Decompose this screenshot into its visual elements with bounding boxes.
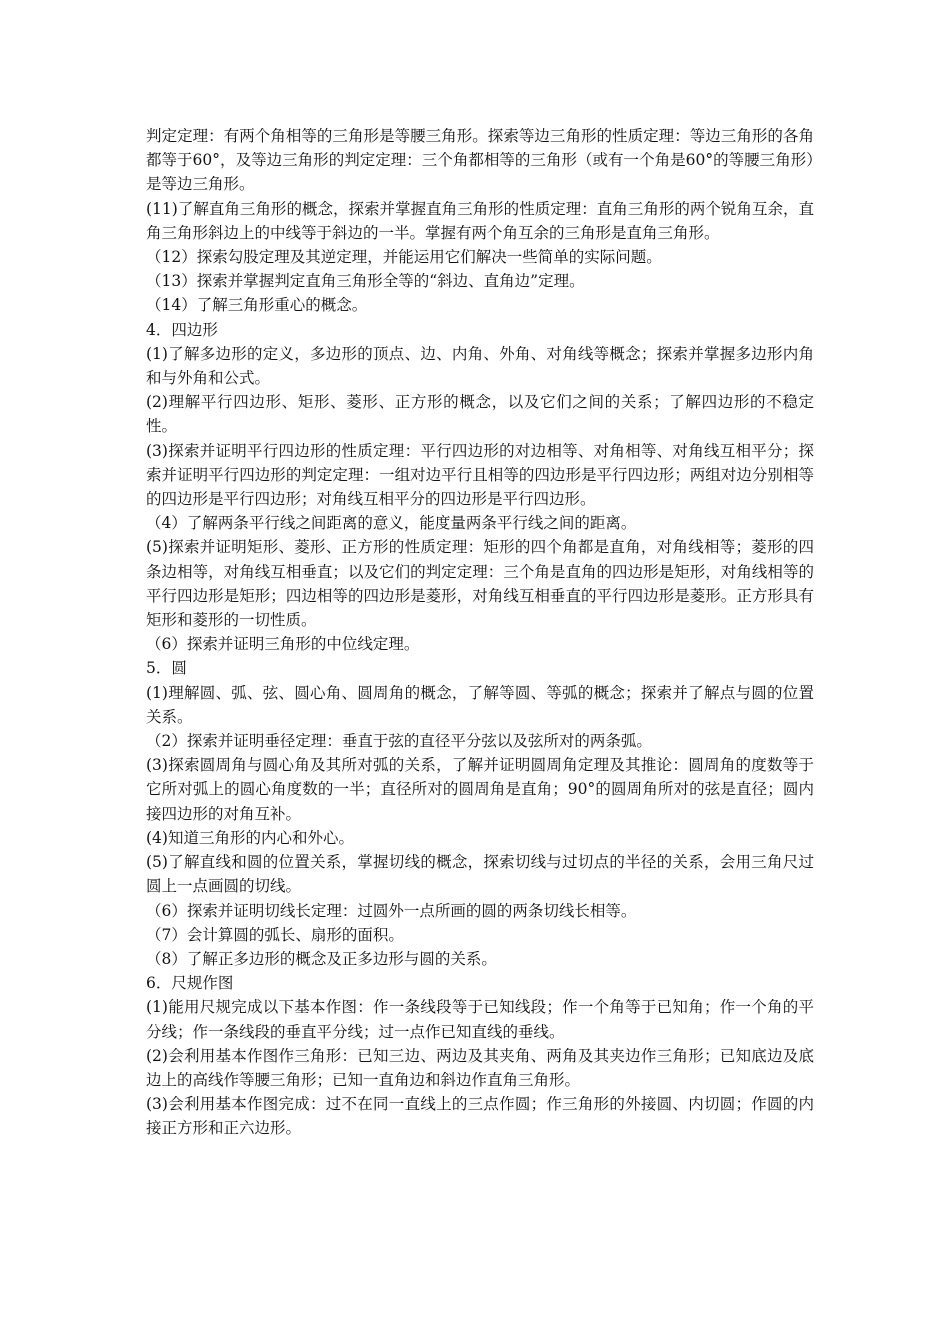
paragraph-circle-7: （7）会计算圆的弧长、扇形的面积。 xyxy=(146,925,404,944)
paragraph-12: （12）探索勾股定理及其逆定理，并能运用它们解决一些简单的实际问题。 xyxy=(146,248,662,267)
paragraph-circle-6: （6）探索并证明切线长定理：过圆外一点所画的圆的两条切线长相等。 xyxy=(146,901,637,920)
paragraph-quad-1: (1)了解多边形的定义，多边形的顶点、边、内角、外角、对角线等概念；探索并掌握多边形内角和与外角和公式。 xyxy=(146,344,814,388)
paragraph-13: （13）探索并掌握判定直角三角形全等的“斜边、直角边”定理。 xyxy=(146,272,585,291)
section-heading-quadrilateral: 4．四边形 xyxy=(146,320,218,339)
paragraph-quad-6: （6）探索并证明三角形的中位线定理。 xyxy=(146,635,420,654)
paragraph-14: （14）了解三角形重心的概念。 xyxy=(146,296,368,315)
paragraph-quad-3: (3)探索并证明平行四边形的性质定理：平行四边形的对边相等、对角相等、对角线互相平分；探索并证明平行四边形的判定定理：一组对边平行且相等的四边形是平行四边形；两组对边分别相等的四边形是平行四边形；对角线互相平分的四边形是平行四边形。 xyxy=(146,441,814,509)
paragraph-quad-4: （4）了解两条平行线之间距离的意义，能度量两条平行线之间的距离。 xyxy=(146,514,637,533)
paragraph-quad-2: (2)理解平行四边形、矩形、菱形、正方形的概念，以及它们之间的关系；了解四边形的不稳定性。 xyxy=(146,393,814,436)
paragraph-circle-5: (5)了解直线和圆的位置关系，掌握切线的概念，探索切线与过切点的半径的关系，会用三角尺过圆上一点画圆的切线。 xyxy=(146,853,814,896)
section-heading-circle: 5．圆 xyxy=(146,659,187,678)
paragraph-circle-8: （8）了解正多边形的概念及正多边形与圆的关系。 xyxy=(146,949,497,968)
paragraph-circle-1: (1)理解圆、弧、弦、圆心角、圆周角的概念，了解等圆、等弧的概念；探索并了解点与圆的位置关系。 xyxy=(146,683,814,726)
document-page xyxy=(146,124,814,1141)
paragraph-isosceles-equilateral: 判定定理：有两个角相等的三角形是等腰三角形。探索等边三角形的性质定理：等边三角形的各角都等于60°，及等边三角形的判定定理：三个角都相等的三角形（或有一个角是60°的等腰三角形）是等边三角形。 xyxy=(146,127,814,194)
paragraph-circle-4: (4)知道三角形的内心和外心。 xyxy=(146,828,354,847)
paragraph-circle-3: (3)探索圆周角与圆心角及其所对弧的关系，了解并证明圆周角定理及其推论：圆周角的度数等于它所对弧上的圆心角度数的一半；直径所对的圆周角是直角；90°的圆周角所对的弦是直径；圆内接四边形的对角互补。 xyxy=(146,756,814,823)
paragraph-construction-2: (2)会利用基本作图作三角形：已知三边、两边及其夹角、两角及其夹边作三角形；已知底边及底边上的高线作等腰三角形；已知一直角边和斜边作直角三角形。 xyxy=(146,1046,814,1089)
paragraph-11: (11)了解直角三角形的概念，探索并掌握直角三角形的性质定理：直角三角形的两个锐角互余，直角三角形斜边上的中线等于斜边的一半。掌握有两个角互余的三角形是直角三角形。 xyxy=(146,199,814,242)
section-heading-construction: 6．尺规作图 xyxy=(146,974,234,993)
paragraph-quad-5: (5)探索并证明矩形、菱形、正方形的性质定理：矩形的四个角都是直角，对角线相等；菱形的四条边相等，对角线互相垂直；以及它们的判定定理：三个角是直角的四边形是矩形，对角线相等的平行四边形是矩形；四边相等的四边形是菱形，对角线互相垂直的平行四边形是菱形。正方形具有矩形和菱形的一切性质。 xyxy=(146,538,814,630)
paragraph-circle-2: （2）探索并证明垂径定理：垂直于弦的直径平分弦以及弦所对的两条弧。 xyxy=(146,732,652,751)
paragraph-construction-3: (3)会利用基本作图完成：过不在同一直线上的三点作圆；作三角形的外接圆、内切圆；作圆的内接正方形和正六边形。 xyxy=(146,1095,814,1138)
paragraph-construction-1: (1)能用尺规完成以下基本作图：作一条线段等于已知线段；作一个角等于已知角；作一个角的平分线；作一条线段的垂直平分线；过一点作已知直线的垂线。 xyxy=(146,998,814,1041)
